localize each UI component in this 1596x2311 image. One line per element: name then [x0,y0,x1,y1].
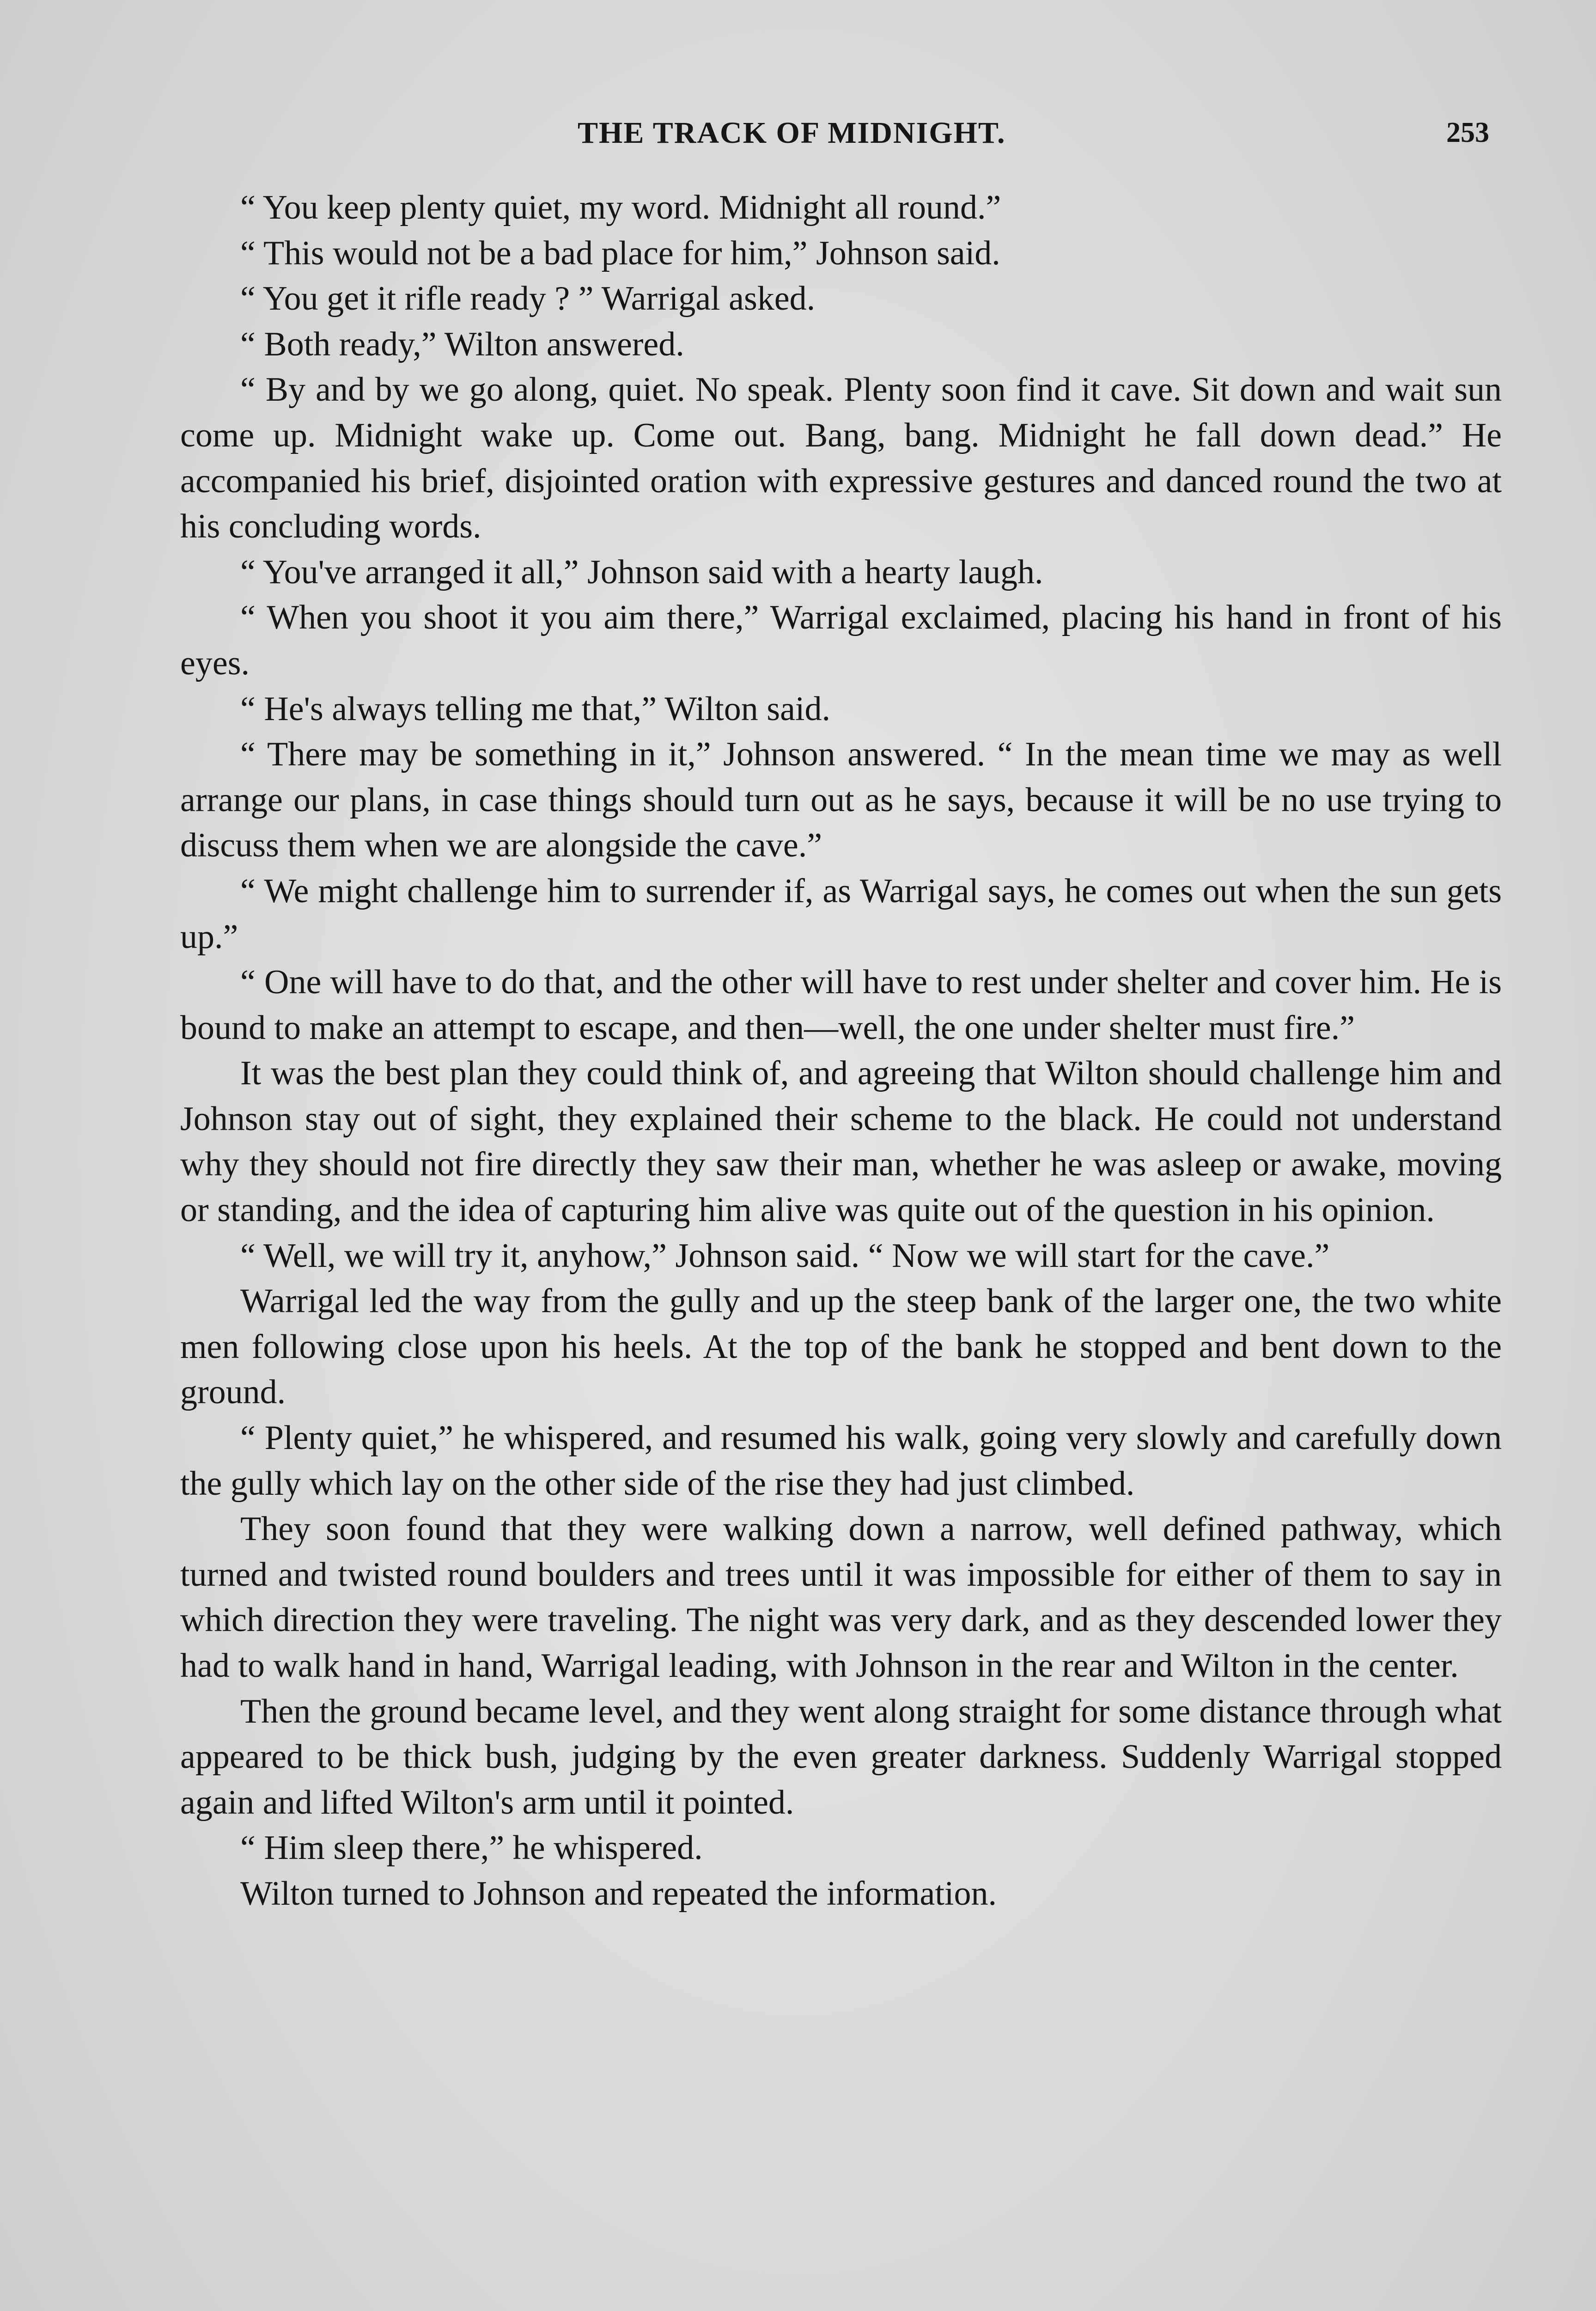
paragraph: “ This would not be a bad place for him,” Johnson said. [240,234,1000,272]
paragraph: “ Both ready,” Wilton answered. [240,325,684,363]
paragraph: “ There may be something in it,” Johnson answered. “ In the mean time we may as well arrange our plans, in case things should turn out as he says, because it will be no use trying to discuss them when we are alongside the cave.” [180,735,1502,865]
paragraph: They soon found that they were walking down a narrow, well defined pathway, which turned and twisted round boulders and trees until it was impossible for either of them to say in which direction they were traveling. The night was very dark, and as they descended lower they had to walk hand in hand, Warrigal leading, with Johnson in the rear and Wilton in the center. [180,1510,1502,1685]
page-number: 253 [1446,117,1489,148]
paragraph: “ We might challenge him to surrender if, as Warrigal says, he comes out when the sun gets up.” [180,872,1502,956]
paragraph: “ One will have to do that, and the other will have to rest under shelter and cover him. He is bound to make an attempt to escape, and then—well, the one under shelter must fire.” [180,963,1502,1047]
page-header [0,116,1596,157]
paragraph: Warrigal led the way from the gully and up the steep bank of the larger one, the two white men following close upon his heels. At the top of the bank he stopped and bent down to the ground. [180,1282,1502,1412]
paragraph: “ Well, we will try it, anyhow,” Johnson said. “ Now we will start for the cave.” [240,1236,1330,1275]
paragraph: “ By and by we go along, quiet. No speak. Plenty soon find it cave. Sit down and wait sun come up. Midnight wake up. Come out. Bang, bang. Midnight he fall down dead.” He accompanied his brief, disjointed oration with expressive gestures and danced round the two at his concluding words. [180,371,1502,546]
paragraph: “ You get it rifle ready ? ” Warrigal asked. [240,280,816,318]
paragraph: Then the ground became level, and they went along straight for some distance through what appeared to be thick bush, judging by the even greater darkness. Suddenly Warrigal stopped again and lifted Wilton's arm until it pointed. [180,1692,1502,1822]
paragraph: “ Plenty quiet,” he whispered, and resumed his walk, going very slowly and carefully down the gully which lay on the other side of the rise they had just climbed. [180,1419,1502,1503]
paragraph: “ You keep plenty quiet, my word. Midnight all round.” [240,189,1001,226]
paragraph: “ He's always telling me that,” Wilton said. [240,690,830,728]
paragraph: “ When you shoot it you aim there,” Warrigal exclaimed, placing his hand in front of his eyes. [180,599,1502,682]
paragraph: Wilton turned to Johnson and repeated the information. [240,1874,997,1913]
body-text [180,185,1502,1917]
paragraph: “ Him sleep there,” he whispered. [240,1829,703,1867]
paragraph: It was the best plan they could think of, and agreeing that Wilton should challenge him and Johnson stay out of sight, they explained their scheme to the black. He could not understand why they should not fire directly they saw their man, whether he was asleep or awake, moving or standing, and the idea of capturing him alive was quite out of the question in his opinion. [180,1054,1502,1229]
paragraph: “ You've arranged it all,” Johnson said with a hearty laugh. [240,553,1043,591]
running-title: THE TRACK OF MIDNIGHT. [578,116,1006,150]
